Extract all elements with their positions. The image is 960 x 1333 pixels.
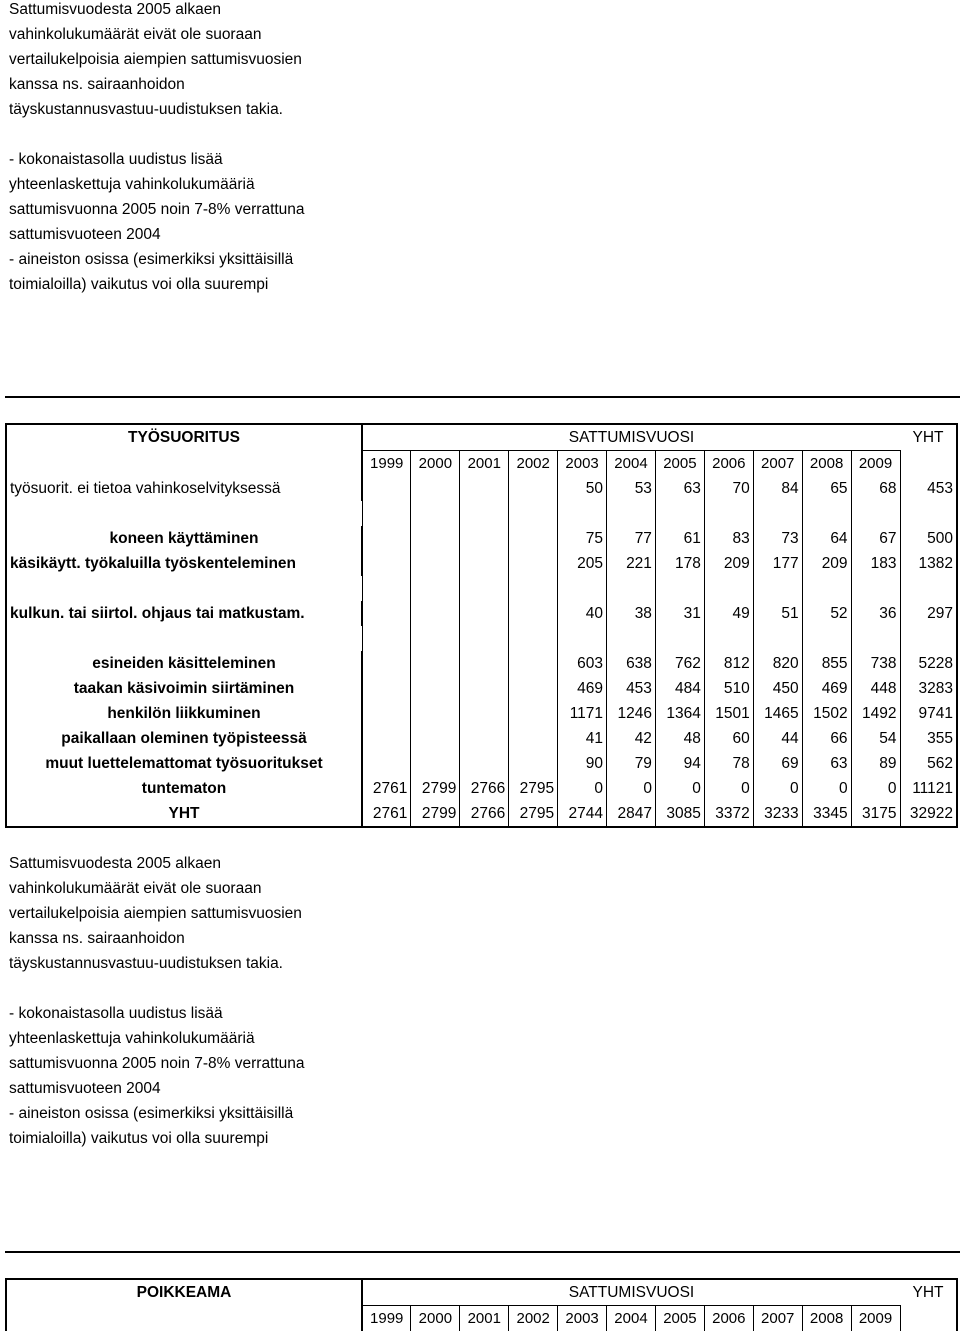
total-cell: 11121 [900, 776, 957, 801]
category-header: TYÖSUORITUS [128, 429, 240, 447]
value-cell: 3372 [704, 801, 753, 827]
value-cell: 67 [851, 526, 900, 551]
value-cell: 0 [704, 776, 753, 801]
note-line: yhteenlaskettuja vahinkolukumääriä [9, 1030, 255, 1047]
value-cell [362, 651, 411, 676]
empty-cell [6, 626, 362, 651]
empty-cell [6, 451, 362, 477]
value-cell: 1171 [558, 701, 607, 726]
value-cell: 209 [802, 551, 851, 576]
value-cell [460, 726, 509, 751]
value-cell: 183 [851, 551, 900, 576]
empty-cell [851, 501, 900, 526]
value-cell [509, 676, 558, 701]
total-cell: 9741 [900, 701, 957, 726]
value-cell [362, 726, 411, 751]
header-row [6, 424, 957, 451]
year-cell: 2002 [509, 1306, 558, 1332]
empty-cell [704, 501, 753, 526]
empty-cell [607, 501, 656, 526]
year-cell: 2003 [558, 1306, 607, 1332]
total-cell: 5228 [900, 651, 957, 676]
year-cell: 2008 [802, 1306, 851, 1332]
value-cell: 2761 [362, 801, 411, 827]
year-cell: 2000 [411, 451, 460, 477]
value-cell [509, 701, 558, 726]
value-cell: 3175 [851, 801, 900, 827]
poikkeama-table [5, 1278, 958, 1331]
value-cell [509, 651, 558, 676]
value-cell [362, 601, 411, 626]
value-cell: 205 [558, 551, 607, 576]
note-line: toimialoilla) vaikutus voi olla suurempi [9, 1130, 269, 1147]
value-cell [460, 551, 509, 576]
value-cell: 0 [655, 776, 704, 801]
empty-cell [411, 576, 460, 601]
value-cell: 2744 [558, 801, 607, 827]
year-cell: 2006 [704, 451, 753, 477]
value-cell: 762 [655, 651, 704, 676]
value-cell: 68 [851, 476, 900, 501]
value-cell: 3085 [655, 801, 704, 827]
value-cell: 83 [704, 526, 753, 551]
empty-cell [460, 626, 509, 651]
empty-cell [362, 501, 411, 526]
value-cell: 484 [655, 676, 704, 701]
empty-cell [802, 501, 851, 526]
divider [5, 1251, 960, 1253]
empty-cell [704, 576, 753, 601]
empty-cell [802, 576, 851, 601]
value-cell: 69 [753, 751, 802, 776]
value-cell [460, 601, 509, 626]
value-cell [509, 751, 558, 776]
empty-cell [460, 576, 509, 601]
value-cell: 2766 [460, 801, 509, 827]
spacer-row [6, 576, 957, 601]
value-cell: 63 [655, 476, 704, 501]
value-cell: 638 [607, 651, 656, 676]
value-cell: 0 [802, 776, 851, 801]
empty-cell [753, 576, 802, 601]
value-cell: 75 [558, 526, 607, 551]
value-cell: 855 [802, 651, 851, 676]
value-cell: 84 [753, 476, 802, 501]
empty-cell [607, 576, 656, 601]
total-cell: 453 [900, 476, 957, 501]
value-cell: 738 [851, 651, 900, 676]
years-header: SATTUMISVUOSI [362, 424, 900, 451]
value-cell: 0 [607, 776, 656, 801]
spacer-row [6, 501, 957, 526]
value-cell: 469 [802, 676, 851, 701]
value-cell: 178 [655, 551, 704, 576]
value-cell: 53 [607, 476, 656, 501]
empty-cell [900, 626, 957, 651]
value-cell [509, 601, 558, 626]
year-cell: 2005 [655, 451, 704, 477]
value-cell: 52 [802, 601, 851, 626]
table-row [6, 801, 957, 827]
note-line: kanssa ns. sairaanhoidon [9, 930, 185, 947]
empty-cell [558, 501, 607, 526]
total-cell: 297 [900, 601, 957, 626]
value-cell: 70 [704, 476, 753, 501]
empty-cell [655, 576, 704, 601]
value-cell: 820 [753, 651, 802, 676]
total-cell: 1382 [900, 551, 957, 576]
total-cell: 355 [900, 726, 957, 751]
row-label: käsikäytt. työkaluilla työskenteleminen [10, 555, 297, 572]
value-cell: 79 [607, 751, 656, 776]
value-cell [362, 676, 411, 701]
note-line: - kokonaistasolla uudistus lisää [9, 1005, 223, 1022]
table-row [6, 551, 957, 576]
years-row [6, 1306, 957, 1332]
note-block-bottom [9, 851, 369, 1151]
value-cell: 1246 [607, 701, 656, 726]
total-cell: 3283 [900, 676, 957, 701]
value-cell [411, 651, 460, 676]
spacer-row [6, 626, 957, 651]
table-row [6, 526, 957, 551]
year-cell: 2001 [460, 451, 509, 477]
value-cell: 64 [802, 526, 851, 551]
empty-cell [753, 626, 802, 651]
value-cell: 42 [607, 726, 656, 751]
note-line: - aineiston osissa (esimerkiksi yksittäisillä [9, 251, 294, 268]
year-cell: 2004 [607, 451, 656, 477]
value-cell: 2795 [509, 801, 558, 827]
row-label: muut luettelemattomat työsuoritukset [45, 755, 323, 772]
value-cell: 48 [655, 726, 704, 751]
value-cell [411, 676, 460, 701]
value-cell: 61 [655, 526, 704, 551]
value-cell: 2799 [411, 776, 460, 801]
value-cell: 73 [753, 526, 802, 551]
total-cell: 32922 [900, 801, 957, 827]
header-row [6, 1279, 957, 1306]
year-cell: 2007 [753, 1306, 802, 1332]
table-row [6, 751, 957, 776]
total-header: YHT [912, 1284, 944, 1302]
value-cell: 450 [753, 676, 802, 701]
empty-cell [851, 576, 900, 601]
year-cell: 2002 [509, 451, 558, 477]
value-cell: 1501 [704, 701, 753, 726]
note-paragraph-2 [9, 1001, 369, 1151]
note-line: vertailukelpoisia aiempien sattumisvuosien [9, 51, 302, 68]
value-cell: 41 [558, 726, 607, 751]
empty-cell [411, 501, 460, 526]
total-cell: 562 [900, 751, 957, 776]
value-cell: 40 [558, 601, 607, 626]
divider [5, 396, 960, 398]
empty-cell [509, 576, 558, 601]
note-line: Sattumisvuodesta 2005 alkaen [9, 1, 221, 18]
year-cell: 2005 [655, 1306, 704, 1332]
value-cell: 2847 [607, 801, 656, 827]
total-header: YHT [912, 429, 944, 447]
value-cell: 603 [558, 651, 607, 676]
year-cell: 2003 [558, 451, 607, 477]
table-row [6, 701, 957, 726]
table-row [6, 476, 957, 501]
empty-cell [655, 501, 704, 526]
note-line: vahinkolukumäärät eivät ole suoraan [9, 880, 262, 897]
value-cell [411, 601, 460, 626]
value-cell [362, 526, 411, 551]
value-cell [460, 701, 509, 726]
value-cell: 510 [704, 676, 753, 701]
note-paragraph-1 [9, 0, 369, 122]
empty-cell [509, 501, 558, 526]
note-line: sattumisvuoteen 2004 [9, 226, 161, 243]
empty-cell [558, 576, 607, 601]
value-cell: 90 [558, 751, 607, 776]
value-cell: 469 [558, 676, 607, 701]
value-cell: 94 [655, 751, 704, 776]
empty-cell [6, 501, 362, 526]
row-label: tuntematon [141, 780, 227, 797]
value-cell [411, 526, 460, 551]
value-cell [509, 551, 558, 576]
note-line: Sattumisvuodesta 2005 alkaen [9, 855, 221, 872]
note-line: täyskustannusvastuu-uudistuksen takia. [9, 955, 283, 972]
value-cell: 65 [802, 476, 851, 501]
value-cell: 78 [704, 751, 753, 776]
value-cell: 89 [851, 751, 900, 776]
note-line: - kokonaistasolla uudistus lisää [9, 151, 223, 168]
years-header: SATTUMISVUOSI [362, 1279, 900, 1306]
empty-cell [6, 576, 362, 601]
year-cell: 2009 [851, 451, 900, 477]
value-cell: 49 [704, 601, 753, 626]
value-cell [509, 726, 558, 751]
value-cell: 2795 [509, 776, 558, 801]
value-cell: 63 [802, 751, 851, 776]
value-cell: 36 [851, 601, 900, 626]
note-paragraph-2 [9, 147, 369, 297]
empty-cell [362, 626, 411, 651]
value-cell: 0 [753, 776, 802, 801]
value-cell [460, 526, 509, 551]
value-cell: 51 [753, 601, 802, 626]
value-cell [362, 476, 411, 501]
value-cell [411, 751, 460, 776]
empty-cell [6, 1306, 362, 1332]
note-line: yhteenlaskettuja vahinkolukumääriä [9, 176, 255, 193]
value-cell [460, 676, 509, 701]
value-cell: 2766 [460, 776, 509, 801]
note-block-top [9, 0, 369, 297]
year-cell: 2000 [411, 1306, 460, 1332]
value-cell [460, 751, 509, 776]
year-cell: 2004 [607, 1306, 656, 1332]
note-line: - aineiston osissa (esimerkiksi yksittäisillä [9, 1105, 294, 1122]
value-cell: 177 [753, 551, 802, 576]
year-cell: 2006 [704, 1306, 753, 1332]
empty-cell [900, 1306, 957, 1332]
empty-cell [607, 626, 656, 651]
value-cell: 1502 [802, 701, 851, 726]
value-cell: 1364 [655, 701, 704, 726]
value-cell: 0 [851, 776, 900, 801]
tyosuoritus-table [5, 423, 958, 828]
note-line: kanssa ns. sairaanhoidon [9, 76, 185, 93]
note-line: vahinkolukumäärät eivät ole suoraan [9, 26, 262, 43]
note-line: sattumisvuoteen 2004 [9, 1080, 161, 1097]
value-cell: 448 [851, 676, 900, 701]
value-cell: 453 [607, 676, 656, 701]
row-label: työsuorit. ei tietoa vahinkoselvityksessä [10, 480, 281, 497]
value-cell [509, 526, 558, 551]
empty-cell [362, 576, 411, 601]
year-cell: 2008 [802, 451, 851, 477]
year-cell: 2001 [460, 1306, 509, 1332]
value-cell: 221 [607, 551, 656, 576]
value-cell: 50 [558, 476, 607, 501]
empty-cell [509, 626, 558, 651]
empty-cell [655, 626, 704, 651]
row-label: koneen käyttäminen [109, 530, 259, 547]
value-cell [411, 701, 460, 726]
row-label: taakan käsivoimin siirtäminen [73, 680, 295, 697]
empty-cell [411, 626, 460, 651]
row-label: kulkun. tai siirtol. ohjaus tai matkustam. [10, 605, 305, 622]
value-cell: 2761 [362, 776, 411, 801]
value-cell: 0 [558, 776, 607, 801]
year-cell: 1999 [362, 451, 411, 477]
value-cell: 60 [704, 726, 753, 751]
value-cell: 812 [704, 651, 753, 676]
table-row [6, 601, 957, 626]
value-cell: 44 [753, 726, 802, 751]
empty-cell [900, 451, 957, 477]
empty-cell [900, 576, 957, 601]
value-cell: 54 [851, 726, 900, 751]
note-line: toimialoilla) vaikutus voi olla suurempi [9, 276, 269, 293]
value-cell: 209 [704, 551, 753, 576]
note-paragraph-1 [9, 851, 369, 976]
empty-cell [460, 501, 509, 526]
value-cell: 2799 [411, 801, 460, 827]
row-label: YHT [168, 805, 200, 822]
empty-cell [704, 626, 753, 651]
note-line: täyskustannusvastuu-uudistuksen takia. [9, 101, 283, 118]
empty-cell [900, 501, 957, 526]
table-row [6, 776, 957, 801]
note-line: sattumisvuonna 2005 noin 7-8% verrattuna [9, 1055, 305, 1072]
value-cell: 77 [607, 526, 656, 551]
table-row [6, 676, 957, 701]
empty-cell [753, 501, 802, 526]
row-label: henkilön liikkuminen [107, 705, 261, 722]
value-cell [411, 551, 460, 576]
value-cell: 3233 [753, 801, 802, 827]
table-row [6, 651, 957, 676]
year-cell: 1999 [362, 1306, 411, 1332]
empty-cell [802, 626, 851, 651]
row-label: esineiden käsitteleminen [92, 655, 276, 672]
category-header: POIKKEAMA [136, 1284, 232, 1302]
value-cell: 3345 [802, 801, 851, 827]
year-cell: 2007 [753, 451, 802, 477]
value-cell [509, 476, 558, 501]
value-cell: 38 [607, 601, 656, 626]
year-cell: 2009 [851, 1306, 900, 1332]
value-cell [362, 751, 411, 776]
empty-cell [851, 626, 900, 651]
value-cell [460, 476, 509, 501]
value-cell [460, 651, 509, 676]
value-cell: 1465 [753, 701, 802, 726]
value-cell [362, 551, 411, 576]
table-row [6, 726, 957, 751]
value-cell: 66 [802, 726, 851, 751]
value-cell [362, 701, 411, 726]
value-cell [411, 476, 460, 501]
total-cell: 500 [900, 526, 957, 551]
value-cell: 31 [655, 601, 704, 626]
note-line: vertailukelpoisia aiempien sattumisvuosien [9, 905, 302, 922]
row-label: paikallaan oleminen työpisteessä [61, 730, 307, 747]
empty-cell [558, 626, 607, 651]
note-line: sattumisvuonna 2005 noin 7-8% verrattuna [9, 201, 305, 218]
value-cell: 1492 [851, 701, 900, 726]
years-row [6, 451, 957, 477]
value-cell [411, 726, 460, 751]
